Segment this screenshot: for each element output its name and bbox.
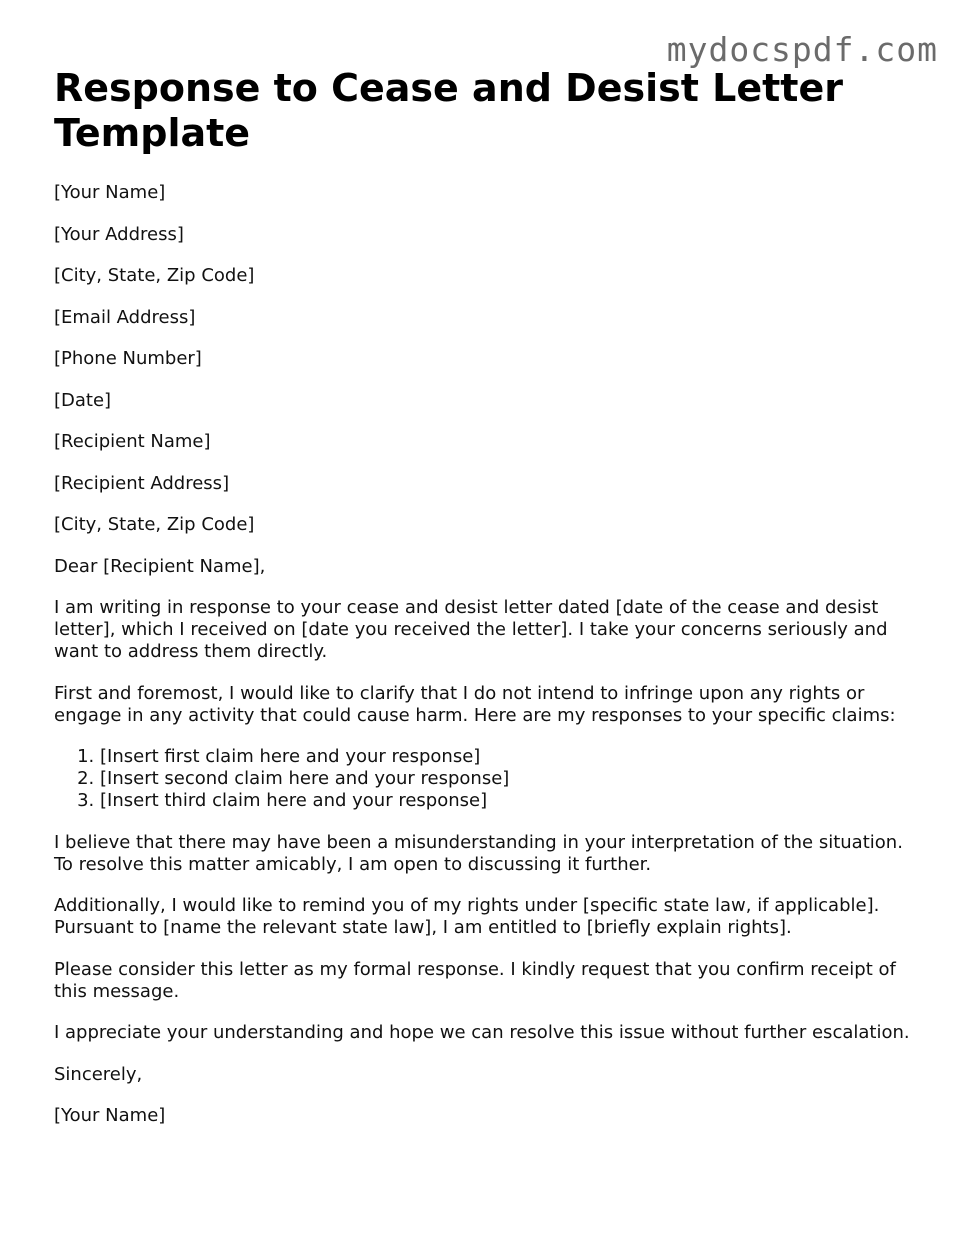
- letter-document: [54, 66, 924, 1147]
- closing: Sincerely,: [54, 1063, 143, 1085]
- sender-phone: [Phone Number]: [54, 348, 202, 369]
- recipient-city: [City, State, Zip Code]: [54, 514, 255, 535]
- claims-list: [54, 746, 924, 812]
- sender-city: [City, State, Zip Code]: [54, 265, 255, 286]
- watermark: mydocspdf.com: [666, 30, 938, 69]
- paragraph-rights: Additionally, I would like to remind you of my rights under [specific state law, if applicable]. Pursuant to [name the relevant state law], I am entitled to [briefly explain rights].: [54, 895, 880, 938]
- paragraph-appreciation: I appreciate your understanding and hope we can resolve this issue without further escalation.: [54, 1022, 910, 1043]
- signature-name: [Your Name]: [54, 1105, 166, 1126]
- list-item: 3. [Insert third claim here and your response]: [100, 790, 924, 812]
- paragraph-intro: I am writing in response to your cease and desist letter dated [date of the cease and desist letter], which I received on [date you received the letter]. I take your concerns seriously and want to address them directly.: [54, 597, 888, 662]
- page-title: Response to Cease and Desist Letter Template: [54, 66, 843, 155]
- sender-name: [Your Name]: [54, 182, 166, 203]
- sender-address: [Your Address]: [54, 223, 184, 245]
- list-item: 1. [Insert first claim here and your response]: [100, 746, 924, 768]
- paragraph-clarify: First and foremost, I would like to clarify that I do not intend to infringe upon any rights or engage in any activity that could cause harm. Here are my responses to your specific claims:: [54, 682, 896, 726]
- recipient-address: [Recipient Address]: [54, 472, 230, 494]
- salutation: Dear [Recipient Name],: [54, 555, 266, 577]
- paragraph-formal-response: Please consider this letter as my formal response. I kindly request that you confirm receipt of this message.: [54, 958, 896, 1002]
- recipient-name: [Recipient Name]: [54, 431, 211, 452]
- list-item: 2. [Insert second claim here and your response]: [100, 768, 924, 790]
- sender-email: [Email Address]: [54, 306, 196, 328]
- paragraph-misunderstanding: I believe that there may have been a misunderstanding in your interpretation of the situation. To resolve this matter amicably, I am open to discussing it further.: [54, 831, 903, 875]
- letter-date: [Date]: [54, 389, 112, 411]
